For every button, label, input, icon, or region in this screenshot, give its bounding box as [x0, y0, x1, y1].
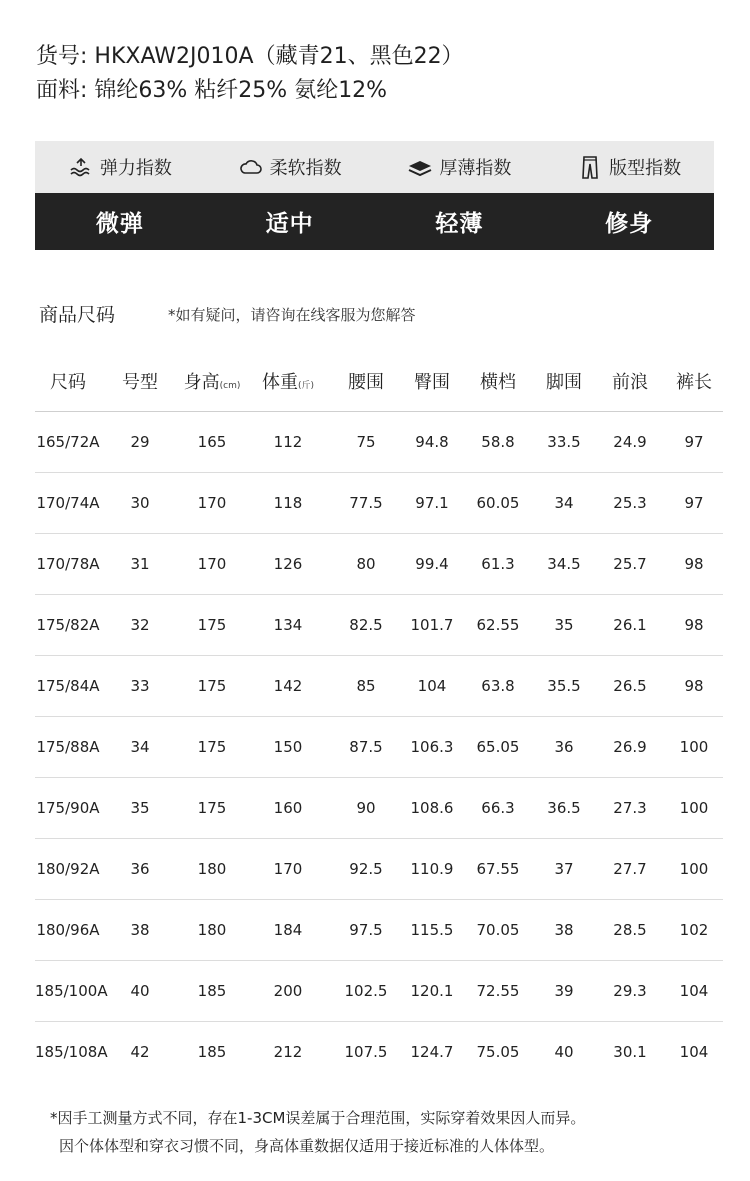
table-cell: 100 — [665, 778, 723, 839]
table-cell: 175/90A — [35, 778, 101, 839]
table-cell: 72.55 — [463, 961, 533, 1022]
size-table — [35, 350, 723, 1082]
table-cell: 160 — [245, 778, 331, 839]
table-cell: 66.3 — [463, 778, 533, 839]
table-cell: 33.5 — [533, 412, 595, 473]
table-cell: 98 — [665, 656, 723, 717]
table-cell: 170/74A — [35, 473, 101, 534]
table-cell: 102 — [665, 900, 723, 961]
table-cell: 175/84A — [35, 656, 101, 717]
column-header-label: 身高 — [183, 371, 220, 393]
disclaimer-line: 因个体体型和穿衣习惯不同，身高体重数据仅适用于接近标准的人体体型。 — [59, 1137, 555, 1155]
table-cell: 63.8 — [463, 656, 533, 717]
table-cell: 165/72A — [35, 412, 101, 473]
sku-line: 货号: HKXAW2J010A（藏青21、黑色22） — [36, 44, 464, 69]
table-cell: 134 — [245, 595, 331, 656]
table-cell: 212 — [273, 1043, 303, 1061]
index-softness — [205, 154, 375, 180]
table-cell: 34.5 — [533, 534, 595, 595]
column-header — [245, 350, 331, 412]
table-cell: 26.1 — [595, 595, 665, 656]
column-header-label: 脚围 — [546, 371, 582, 393]
table-cell: 100 — [665, 839, 723, 900]
table-row — [35, 412, 723, 473]
table-cell: 175 — [179, 595, 245, 656]
table-cell: 184 — [245, 900, 331, 961]
table-cell: 29.3 — [595, 961, 665, 1022]
table-cell: 58.8 — [463, 412, 533, 473]
column-header-label: 横档 — [480, 371, 516, 393]
table-cell: 27.7 — [595, 839, 665, 900]
table-cell: 90 — [331, 778, 401, 839]
table-cell: 97.1 — [401, 473, 463, 534]
table-cell: 170 — [179, 534, 245, 595]
table-row — [35, 717, 723, 778]
table-cell: 106.3 — [401, 717, 463, 778]
table-cell: 34 — [101, 717, 179, 778]
table-cell: 28.5 — [595, 900, 665, 961]
table-cell: 170 — [245, 839, 331, 900]
table-cell: 82.5 — [331, 595, 401, 656]
column-header — [533, 350, 595, 412]
table-cell: 97 — [665, 412, 723, 473]
table-cell: 65.05 — [463, 717, 533, 778]
table-cell: 26.5 — [595, 656, 665, 717]
table-cell: 31 — [101, 534, 179, 595]
table-cell: 26.9 — [595, 717, 665, 778]
table-cell: 180 — [179, 900, 245, 961]
table-cell: 40 — [554, 1043, 574, 1061]
table-cell: 142 — [245, 656, 331, 717]
table-cell: 32 — [101, 595, 179, 656]
column-header-label: 号型 — [122, 371, 158, 393]
column-header-label: 尺码 — [50, 371, 86, 393]
table-cell: 100 — [665, 717, 723, 778]
table-row — [35, 656, 723, 717]
table-cell: 87.5 — [331, 717, 401, 778]
table-cell: 38 — [101, 900, 179, 961]
table-cell: 115.5 — [401, 900, 463, 961]
table-cell: 126 — [245, 534, 331, 595]
table-cell: 180/92A — [35, 839, 101, 900]
table-cell: 97 — [665, 473, 723, 534]
table-cell: 25.3 — [595, 473, 665, 534]
table-cell: 101.7 — [401, 595, 463, 656]
column-header — [179, 350, 245, 412]
table-cell: 25.7 — [595, 534, 665, 595]
index-thickness — [375, 154, 545, 180]
table-cell: 200 — [245, 961, 331, 1022]
index-label: 厚薄指数 — [439, 158, 512, 179]
column-header — [401, 350, 463, 412]
table-cell: 60.05 — [463, 473, 533, 534]
table-cell: 102.5 — [331, 961, 401, 1022]
table-cell: 175/88A — [35, 717, 101, 778]
table-cell: 61.3 — [463, 534, 533, 595]
table-cell: 24.9 — [595, 412, 665, 473]
table-row — [35, 1022, 723, 1083]
table-cell: 170 — [179, 473, 245, 534]
table-row — [35, 778, 723, 839]
table-cell: 75 — [331, 412, 401, 473]
column-header-unit: (cm) — [219, 380, 241, 391]
column-header — [101, 350, 179, 412]
column-header — [595, 350, 665, 412]
table-cell: 180/96A — [35, 900, 101, 961]
table-cell: 175 — [179, 778, 245, 839]
index-label: 弹力指数 — [99, 158, 172, 179]
table-cell: 38 — [533, 900, 595, 961]
index-value-softness: 适中 — [265, 211, 314, 237]
table-cell: 97.5 — [331, 900, 401, 961]
layers-icon — [407, 154, 433, 180]
index-value-thickness: 轻薄 — [435, 211, 484, 237]
index-label-row — [35, 141, 714, 193]
table-cell: 67.55 — [463, 839, 533, 900]
table-cell: 185 — [197, 1043, 227, 1061]
table-cell: 37 — [533, 839, 595, 900]
column-header — [35, 350, 101, 412]
table-row — [35, 595, 723, 656]
stretch-wave-icon — [68, 154, 94, 180]
table-cell: 35 — [533, 595, 595, 656]
table-row — [35, 473, 723, 534]
table-row — [35, 961, 723, 1022]
product-index-panel — [35, 141, 714, 250]
table-cell: 180 — [179, 839, 245, 900]
table-cell: 85 — [331, 656, 401, 717]
table-cell: 39 — [533, 961, 595, 1022]
table-cell: 185 — [179, 961, 245, 1022]
table-cell: 62.55 — [463, 595, 533, 656]
cloud-icon — [238, 154, 264, 180]
table-cell: 108.6 — [401, 778, 463, 839]
table-cell: 35 — [101, 778, 179, 839]
table-cell: 150 — [245, 717, 331, 778]
table-cell: 35.5 — [533, 656, 595, 717]
table-cell: 104 — [679, 1043, 709, 1061]
table-cell: 170/78A — [35, 534, 101, 595]
table-cell: 118 — [245, 473, 331, 534]
table-cell: 124.7 — [410, 1043, 454, 1061]
table-cell: 110.9 — [401, 839, 463, 900]
table-cell: 40 — [101, 961, 179, 1022]
table-cell: 120.1 — [401, 961, 463, 1022]
table-cell: 77.5 — [331, 473, 401, 534]
table-cell: 99.4 — [401, 534, 463, 595]
table-cell: 36 — [101, 839, 179, 900]
table-cell: 175 — [179, 656, 245, 717]
table-cell: 75.05 — [476, 1043, 520, 1061]
table-row — [35, 839, 723, 900]
index-label: 版型指数 — [609, 158, 682, 179]
table-cell: 112 — [245, 412, 331, 473]
column-header — [463, 350, 533, 412]
table-cell: 33 — [101, 656, 179, 717]
table-cell: 36 — [533, 717, 595, 778]
table-cell: 104 — [665, 961, 723, 1022]
disclaimer-line: *因手工测量方式不同，存在1-3CM误差属于合理范围，实际穿着效果因人而异。 — [50, 1109, 586, 1127]
table-cell: 107.5 — [344, 1043, 388, 1061]
table-cell: 34 — [533, 473, 595, 534]
table-cell: 185/100A — [35, 961, 101, 1022]
product-info — [36, 40, 464, 108]
table-cell: 42 — [130, 1043, 150, 1061]
column-header — [331, 350, 401, 412]
fabric-line: 面料: 锦纶63% 粘纤25% 氨纶12% — [36, 78, 388, 103]
table-cell: 80 — [331, 534, 401, 595]
table-cell: 27.3 — [595, 778, 665, 839]
table-cell: 104 — [401, 656, 463, 717]
table-cell: 98 — [665, 534, 723, 595]
column-header-label: 体重 — [261, 371, 298, 393]
column-header-label: 前浪 — [612, 371, 648, 393]
pants-icon — [577, 154, 603, 180]
table-cell: 175/82A — [35, 595, 101, 656]
index-label: 柔软指数 — [269, 158, 342, 179]
table-body — [35, 412, 723, 1083]
table-row — [35, 534, 723, 595]
table-header-row — [35, 350, 723, 412]
table-cell: 98 — [665, 595, 723, 656]
size-section-title: 商品尺码 — [39, 304, 116, 326]
table-cell: 36.5 — [533, 778, 595, 839]
table-cell: 70.05 — [463, 900, 533, 961]
index-value-fit: 修身 — [605, 211, 654, 237]
column-header-unit: (斤) — [297, 380, 315, 391]
table-cell: 165 — [179, 412, 245, 473]
index-stretch — [35, 154, 205, 180]
table-cell: 30.1 — [613, 1043, 647, 1061]
column-header — [665, 350, 723, 412]
table-cell: 92.5 — [331, 839, 401, 900]
table-cell: 185/108A — [35, 1043, 108, 1061]
table-cell: 30 — [101, 473, 179, 534]
size-section-note: *如有疑问，请咨询在线客服为您解答 — [168, 306, 416, 324]
index-value-row — [35, 193, 714, 250]
size-disclaimer — [50, 1104, 585, 1160]
table-cell: 175 — [179, 717, 245, 778]
table-row — [35, 900, 723, 961]
column-header-label: 裤长 — [676, 371, 712, 393]
index-fit — [544, 154, 714, 180]
table-cell: 94.8 — [401, 412, 463, 473]
index-value-stretch: 微弹 — [95, 211, 144, 237]
table-cell: 29 — [101, 412, 179, 473]
column-header-label: 臀围 — [414, 371, 450, 393]
column-header-label: 腰围 — [348, 371, 384, 393]
